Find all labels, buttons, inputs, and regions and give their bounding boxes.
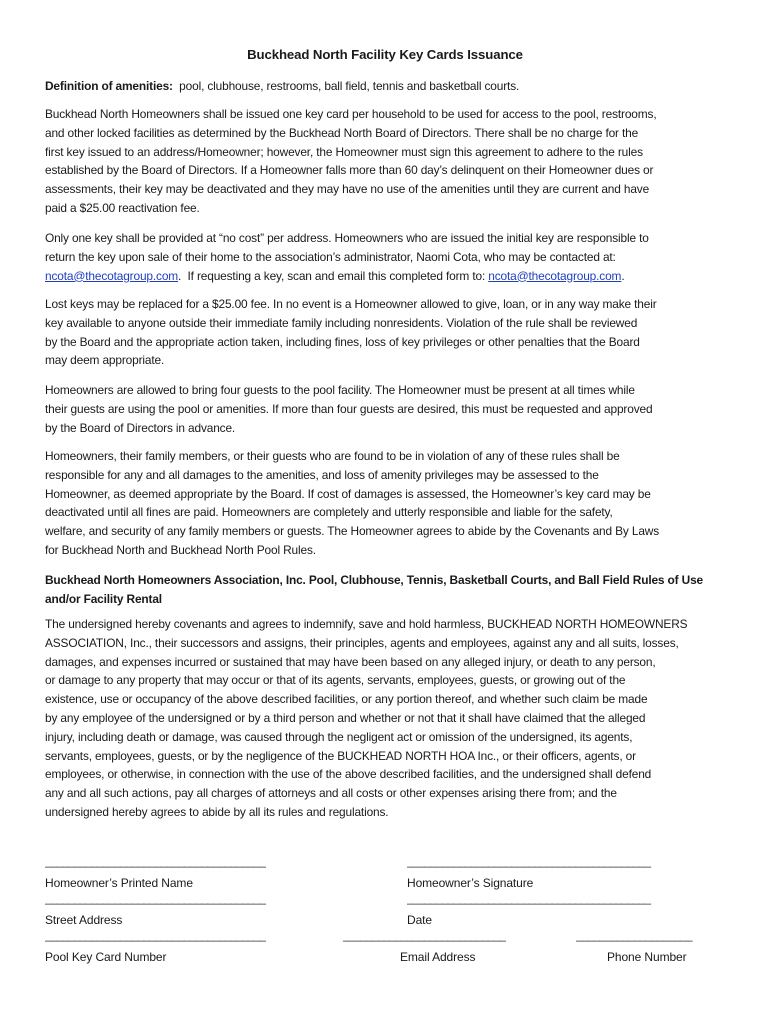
paragraph-indemnification: [45, 615, 725, 822]
text-line: their guests are using the pool or amenities. If more than four guests are desired, this must be requested and approved: [45, 401, 653, 416]
text-line: first key issued to an address/Homeowner; however, the Homeowner must sign this agreement to adhere to the rules: [45, 144, 643, 159]
text-line: ASSOCIATION, Inc., their successors and assigns, their principles, agents and employees, against any and all suits, losses,: [45, 635, 679, 650]
text-line: existence, use or occupancy of the above described facilities, or any portion thereof, and whether such claim be made: [45, 692, 648, 707]
text-line: established by the Board of Directors. If a Homeowner falls more than 60 day’s delinquent on their Homeowner dues or: [45, 163, 654, 178]
text-line: The undersigned hereby covenants and agrees to indemnify, save and hold harmless, BUCKHEAD NORTH HOMEOWNERS: [45, 617, 688, 631]
signature-field[interactable]: __________________________________________: [407, 856, 651, 868]
text-line: Homeowners, their family members, or their guests who are found to be in violation of any of these rules shall be: [45, 449, 620, 463]
text-line: damages, and expenses incurred or sustained that may have been based on any alleged injury, or death to any person,: [45, 654, 656, 669]
printed-name-field[interactable]: ______________________________________: [45, 856, 266, 868]
text-line: Homeowner, as deemed appropriate by the Board. If cost of damages is assessed, the Homeowner’s key card may be: [45, 486, 651, 501]
definition-paragraph: [45, 77, 725, 96]
text-line: paid a $25.00 reactivation fee.: [45, 200, 200, 215]
section-heading: [45, 571, 725, 609]
text-line: Homeowners are allowed to bring four guests to the pool facility. The Homeowner must be present at all times while: [45, 383, 635, 397]
text-line: employees, or otherwise, in connection with the use of the above described facilities, and the undersigned shall defend: [45, 767, 652, 782]
definition-label: Definition of amenities:: [45, 79, 173, 93]
date-field[interactable]: __________________________________________: [407, 893, 651, 905]
text-line: [45, 267, 725, 286]
date-label: Date: [407, 913, 432, 927]
email-address-field[interactable]: ____________________________: [343, 930, 506, 942]
text-line: key available to anyone outside their immediate family including nonresidents. Violation of the rule shall be reviewed: [45, 315, 638, 330]
text-line: assessments, their key may be deactivated and they may have no use of the amenities until they are current and have: [45, 182, 650, 197]
text-line: responsible for any and all damages to the amenities, and loss of amenity privileges may be assessed to the: [45, 467, 599, 482]
text-line: or damage to any property that may occur or that of its agents, servants, employees, guests, or growing out of the: [45, 673, 626, 688]
text-line: injury, including death or damage, was caused through the negligent act or omission of the undersigned, its agents,: [45, 729, 633, 744]
email-address-label: Email Address: [400, 950, 476, 964]
key-card-number-field[interactable]: ______________________________________: [45, 930, 266, 942]
text-line: may deem appropriate.: [45, 353, 165, 368]
text-line: by the Board of Directors in advance.: [45, 420, 236, 435]
street-address-field[interactable]: ______________________________________: [45, 893, 266, 905]
text-line: return the key upon sale of their home to the association’s administrator, Naomi Cota, who may be contacted at:: [45, 249, 616, 264]
text-line: for Buckhead North and Buckhead North Pool Rules.: [45, 542, 316, 557]
phone-number-field[interactable]: ____________________: [576, 930, 692, 942]
paragraph-no-cost: [45, 229, 725, 285]
text-line: Lost keys may be replaced for a $25.00 fee. In no event is a Homeowner allowed to give, loan, or in any way make their: [45, 297, 657, 311]
email-link[interactable]: ncota@thecotagroup.com: [45, 268, 179, 283]
text-line: and other locked facilities as determined by the Buckhead North Board of Directors. There shall be no charge for the: [45, 125, 639, 140]
paragraph-key-issuance: [45, 105, 725, 218]
page-title: Buckhead North Facility Key Cards Issuance: [247, 47, 523, 62]
text-line: by the Board and the appropriate action taken, including fines, loss of key privileges or other penalties that the Board: [45, 334, 640, 349]
phone-number-label: Phone Number: [607, 950, 687, 964]
key-card-number-label: Pool Key Card Number: [45, 950, 167, 964]
text-line: welfare, and security of any family members or guests. The Homeowner agrees to abide by the Covenants and By Laws: [45, 524, 660, 539]
text-line: undersigned hereby agrees to abide by all its rules and regulations.: [45, 804, 389, 819]
heading-line: Buckhead North Homeowners Association, Inc. Pool, Clubhouse, Tennis, Basketball Courts, and Ball Field Rules of Use: [45, 573, 703, 587]
paragraph-violations: [45, 447, 725, 560]
definition-text: pool, clubhouse, restrooms, ball field, tennis and basketball courts.: [172, 79, 520, 93]
text-line: servants, employees, guests, or by the negligence of the BUCKHEAD NORTH HOA Inc., or their officers, agents, or: [45, 748, 636, 763]
paragraph-guests: [45, 381, 725, 437]
signature-label: Homeowner’s Signature: [407, 876, 534, 890]
text-segment: . If requesting a key, scan and email this completed form to:: [178, 268, 489, 283]
paragraph-lost-keys: [45, 295, 725, 370]
heading-line: and/or Facility Rental: [45, 591, 162, 606]
email-link[interactable]: ncota@thecotagroup.com: [488, 268, 622, 283]
text-line: Buckhead North Homeowners shall be issued one key card per household to be used for access to the pool, restrooms,: [45, 107, 657, 121]
street-address-label: Street Address: [45, 913, 123, 927]
text-segment: .: [621, 268, 625, 283]
text-line: deactivated until all fines are paid. Homeowners are completely and utterly responsible and liable for the safety,: [45, 505, 613, 520]
text-line: any and all such actions, pay all charges of attorneys and all costs or other expenses arising there from; and the: [45, 786, 617, 801]
text-line: by any employee of the undersigned or by a third person and whether or not that it shall have claimed that the alleged: [45, 710, 646, 725]
printed-name-label: Homeowner’s Printed Name: [45, 876, 193, 890]
text-line: Only one key shall be provided at “no cost” per address. Homeowners who are issued the initial key are responsible to: [45, 231, 649, 245]
